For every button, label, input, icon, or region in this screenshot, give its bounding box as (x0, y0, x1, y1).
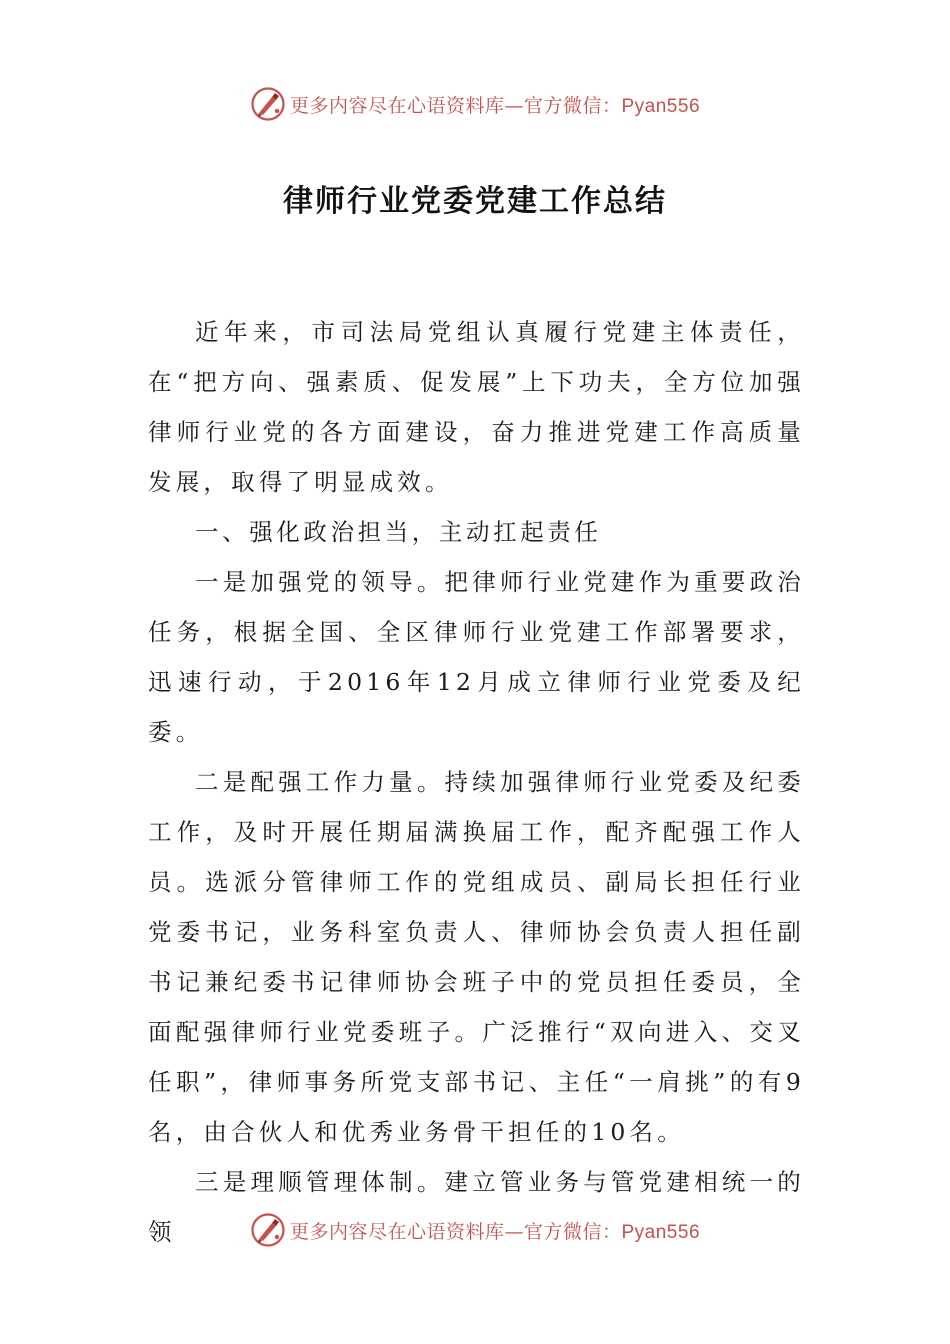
watermark-text: 更多内容尽在心语资料库—官方微信：Pyan556 (289, 1220, 701, 1243)
paragraph-point-2: 二是配强工作力量。持续加强律师行业党委及纪委工作，及时开展任期届满换届工作，配齐配强工作人员。选派分管律师工作的党组成员、副局长担任行业党委书记，业务科室负责人、律师协会负责人担任副书记兼纪委书记律师协会班子中的党员担任委员，全面配强律师行业党委班子。广泛推行“双向进入、交叉任职”，律师事务所党支部书记、主任“一肩挑”的有9名，由合伙人和优秀业务骨干担任的10名。 (148, 768, 805, 1146)
pen-logo-icon (250, 86, 286, 122)
section-heading-1: 一、强化政治担当，主动扛起责任 (195, 518, 602, 546)
document-title: 律师行业党委党建工作总结 (283, 184, 667, 219)
watermark-wechat-id: Pyan556 (621, 1221, 701, 1243)
watermark-banner-bottom (0, 1208, 950, 1252)
pen-logo-icon (250, 1212, 286, 1248)
watermark-wechat-id: Pyan556 (621, 95, 701, 117)
paragraph-point-1: 一是加强党的领导。把律师行业党建作为重要政治任务，根据全国、全区律师行业党建工作部署要求，迅速行动，于2016年12月成立律师行业党委及纪委。 (148, 568, 805, 746)
document-body (148, 307, 805, 1257)
paragraph-intro: 近年来，市司法局党组认真履行党建主体责任，在“把方向、强素质、促发展”上下功夫，全方位加强律师行业党的各方面建设，奋力推进党建工作高质量发展，取得了明显成效。 (148, 318, 805, 496)
watermark-banner-top (0, 82, 950, 126)
paragraph-point-3: 三是理顺管理体制。建立管业务与管党建相统一的领 (148, 1168, 805, 1246)
watermark-text: 更多内容尽在心语资料库—官方微信：Pyan556 (289, 94, 701, 117)
